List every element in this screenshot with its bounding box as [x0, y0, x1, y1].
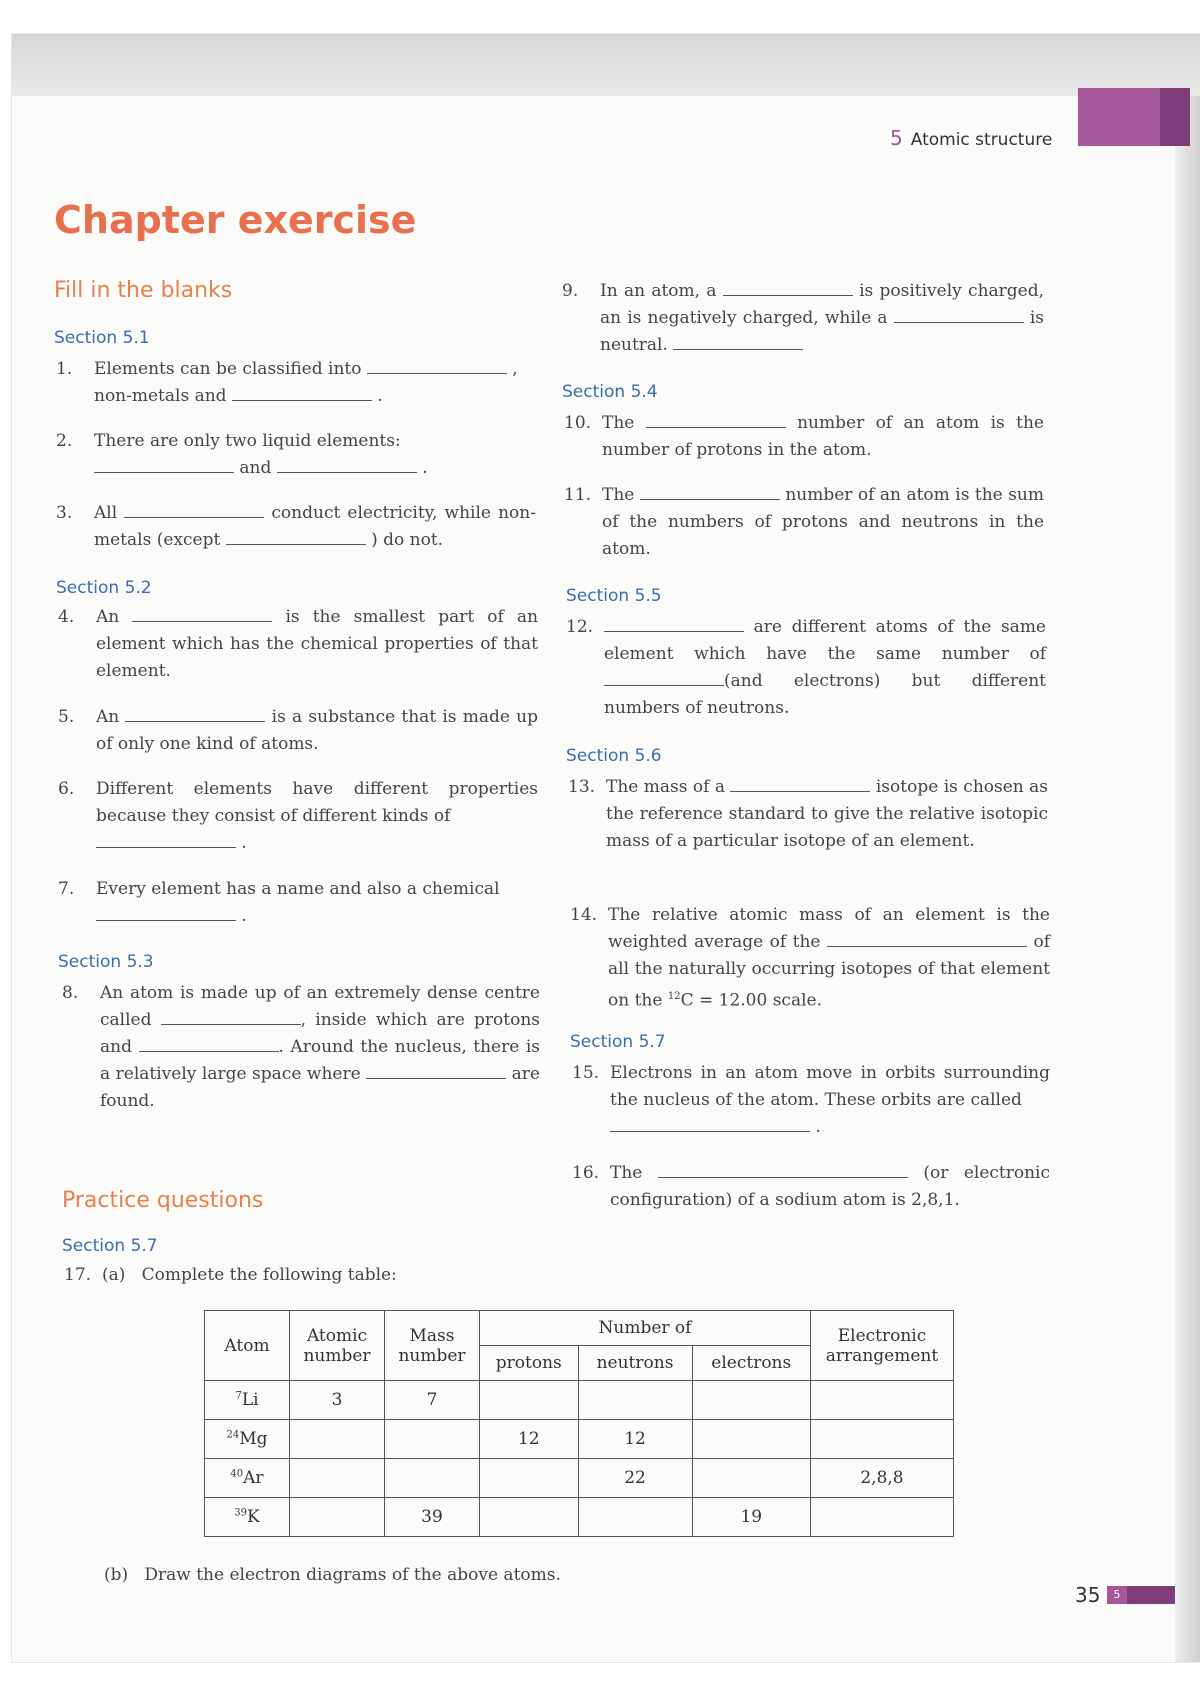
blank[interactable]	[827, 932, 1027, 947]
blank[interactable]	[646, 413, 786, 428]
col-electronic-arrangement: Electronic arrangement	[811, 1311, 954, 1381]
cell[interactable]	[811, 1498, 954, 1537]
scan-top-shadow	[12, 34, 1200, 96]
blank[interactable]	[277, 458, 417, 473]
chapter-tab-dark	[1160, 88, 1190, 146]
cell[interactable]	[578, 1498, 692, 1537]
cell[interactable]: 19	[692, 1498, 810, 1537]
cell[interactable]	[385, 1459, 480, 1498]
page-tab: 5	[1107, 1586, 1127, 1604]
chapter-number: 5	[890, 126, 903, 150]
cell[interactable]	[692, 1381, 810, 1420]
question-6: 6. Different elements have different properties because they consist of different kinds of .	[58, 779, 538, 853]
col-electrons: electrons	[692, 1346, 810, 1381]
atom-symbol: $^{40}$Ar	[205, 1459, 290, 1498]
question-15: 15. Electrons in an atom move in orbits surrounding the nucleus of the atom. These orbits are called .	[572, 1063, 1050, 1137]
blank[interactable]	[226, 530, 366, 545]
blank[interactable]	[894, 308, 1024, 323]
table-row	[205, 1381, 954, 1420]
cell[interactable]: 39	[385, 1498, 480, 1537]
question-12: 12. are different atoms of the same element which have the same number of (and electrons) but different numbers of neutrons.	[566, 617, 1046, 718]
col-protons: protons	[480, 1346, 579, 1381]
blank[interactable]	[610, 1117, 810, 1132]
blank[interactable]	[94, 458, 234, 473]
cell[interactable]: 12	[578, 1420, 692, 1459]
blank[interactable]	[232, 386, 372, 401]
atom-symbol: $^{24}$Mg	[205, 1420, 290, 1459]
atom-symbol: $^{39}$K	[205, 1498, 290, 1537]
cell[interactable]: 3	[290, 1381, 385, 1420]
blank[interactable]	[366, 1064, 506, 1079]
question-8: 8. An atom is made up of an extremely dense centre called , inside which are protons and . Around the nucleus, there is a relatively large space where are found.	[62, 983, 540, 1111]
question-17a: 17. (a) Complete the following table:	[64, 1265, 397, 1285]
blank[interactable]	[673, 335, 803, 350]
question-16: 16. The (or electronic configuration) of a sodium atom is 2,8,1.	[572, 1163, 1051, 1210]
table-row	[205, 1420, 954, 1459]
cell[interactable]	[692, 1459, 810, 1498]
blank[interactable]	[96, 906, 236, 921]
chapter-title: Atomic structure	[910, 130, 1053, 150]
question-3: 3. All conduct electricity, while non-metals (except ) do not.	[56, 503, 536, 550]
col-neutrons: neutrons	[578, 1346, 692, 1381]
section-5-2: Section 5.2	[56, 578, 152, 598]
question-10: 10. The number of an atom is the number of protons in the atom.	[564, 413, 1044, 460]
section-5-6: Section 5.6	[566, 746, 662, 766]
fill-blanks-heading: Fill in the blanks	[54, 278, 233, 303]
page-edge	[1175, 96, 1200, 1662]
blank[interactable]	[604, 617, 744, 632]
col-atomic-number: Atomic number	[290, 1311, 385, 1381]
cell[interactable]: 2,8,8	[811, 1459, 954, 1498]
question-2: 2. There are only two liquid elements: and .	[56, 431, 428, 478]
cell[interactable]	[480, 1381, 579, 1420]
question-4: 4. An is the smallest part of an element which has the chemical properties of that element.	[58, 607, 539, 681]
blank[interactable]	[640, 485, 780, 500]
question-7: 7. Every element has a name and also a chemical .	[58, 879, 500, 926]
cell[interactable]	[811, 1420, 954, 1459]
question-14: 14. The relative atomic mass of an element is the weighted average of the of all the naturally occurring isotopes of that element on the $^{12}$C = 12.00 scale.	[570, 905, 1051, 1011]
cell[interactable]	[290, 1459, 385, 1498]
question-17b: (b) Draw the electron diagrams of the above atoms.	[104, 1565, 561, 1585]
cell[interactable]	[290, 1498, 385, 1537]
page-number: 35	[1075, 1583, 1101, 1607]
cell[interactable]	[578, 1381, 692, 1420]
blank[interactable]	[161, 1010, 301, 1025]
section-5-7-practice: Section 5.7	[62, 1236, 158, 1256]
blank[interactable]	[658, 1163, 908, 1178]
cell[interactable]	[692, 1420, 810, 1459]
running-header	[890, 126, 1052, 150]
page-title: Chapter exercise	[54, 198, 417, 242]
blank[interactable]	[604, 671, 724, 686]
practice-heading: Practice questions	[62, 1188, 264, 1213]
section-5-3: Section 5.3	[58, 952, 154, 972]
cell[interactable]	[385, 1420, 480, 1459]
cell[interactable]	[480, 1459, 579, 1498]
blank[interactable]	[96, 833, 236, 848]
question-13: 13. The mass of a isotope is chosen as the reference standard to give the relative isotopic mass of a particular isotope of an element.	[568, 777, 1049, 851]
cell[interactable]: 12	[480, 1420, 579, 1459]
cell[interactable]	[480, 1498, 579, 1537]
col-number-of: Number of	[480, 1311, 811, 1346]
section-5-5: Section 5.5	[566, 586, 662, 606]
page-tab-dark	[1127, 1586, 1175, 1604]
section-5-4: Section 5.4	[562, 382, 658, 402]
question-1: 1. Elements can be classified into , non-metals and .	[56, 359, 518, 406]
atom-symbol: $^7$Li	[205, 1381, 290, 1420]
section-5-7: Section 5.7	[570, 1032, 666, 1052]
question-5: 5. An is a substance that is made up of only one kind of atoms.	[58, 707, 538, 754]
blank[interactable]	[125, 707, 265, 722]
cell[interactable]	[811, 1381, 954, 1420]
blank[interactable]	[723, 281, 853, 296]
cell[interactable]: 22	[578, 1459, 692, 1498]
question-9: 9. In an atom, a is positively charged, an is negatively charged, while a is neutral.	[562, 281, 1045, 355]
blank[interactable]	[730, 777, 870, 792]
cell[interactable]: 7	[385, 1381, 480, 1420]
question-11: 11. The number of an atom is the sum of the numbers of protons and neutrons in the atom.	[564, 485, 1044, 559]
col-mass-number: Mass number	[385, 1311, 480, 1381]
blank[interactable]	[139, 1037, 279, 1052]
section-5-1: Section 5.1	[54, 328, 150, 348]
blank[interactable]	[124, 503, 264, 518]
table-row	[205, 1498, 954, 1537]
table-row	[205, 1459, 954, 1498]
col-atom: Atom	[205, 1311, 290, 1381]
cell[interactable]	[290, 1420, 385, 1459]
blank[interactable]	[367, 359, 507, 374]
atom-table	[204, 1310, 954, 1537]
blank[interactable]	[132, 607, 272, 622]
